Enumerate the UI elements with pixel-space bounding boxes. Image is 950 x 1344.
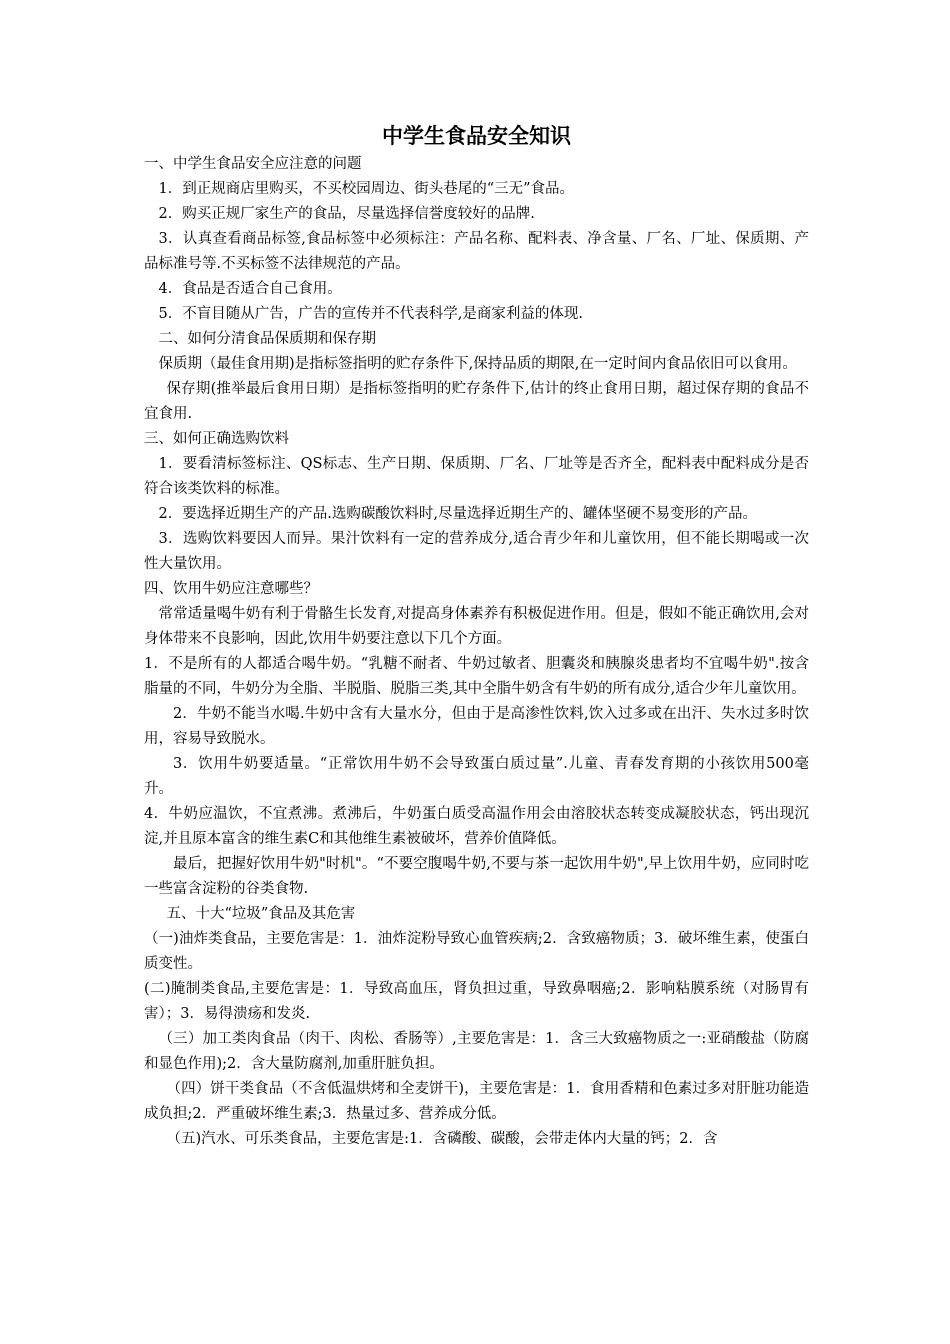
body-paragraph: 1．要看清标签标注、QS标志、生产日期、保质期、厂名、厂址等是否齐全，配料表中配料成分是否符合该类饮料的标准。 — [144, 456, 809, 497]
document-body — [144, 152, 809, 1152]
body-paragraph: 3．饮用牛奶要适量。“正常饮用牛奶不会导致蛋白质过量”.儿童、青春发育期的小孩饮用500毫升。 — [144, 756, 809, 797]
body-paragraph: 2．购买正规厂家生产的食品，尽量选择信誉度较好的品牌. — [158, 206, 535, 222]
body-paragraph: （一)油炸类食品，主要危害是：1．油炸淀粉导致心血管疾病;2．含致癌物质；3．破坏维生素，使蛋白质变性。 — [144, 931, 809, 972]
body-paragraph: 3．认真查看商品标签,食品标签中必须标注：产品名称、配料表、净含量、厂名、厂址、保质期、产品标准号等.不买标签不法律规范的产品。 — [144, 231, 809, 272]
body-paragraph: 五、十大“垃圾”食品及其危害 — [166, 906, 356, 922]
body-paragraph: （四）饼干类食品（不含低温烘烤和全麦饼干)，主要危害是：1．食用香精和色素过多对肝脏功能造成负担;2．严重破坏维生素;3．热量过多、营养成分低。 — [144, 1081, 809, 1122]
body-paragraph: 2．牛奶不能当水喝.牛奶中含有大量水分，但由于是高渗性饮料,饮入过多或在出汗、失水过多时饮用，容易导致脱水。 — [144, 706, 809, 747]
body-paragraph: 二、如何分清食品保质期和保存期 — [158, 331, 376, 347]
body-paragraph: 1．不是所有的人都适合喝牛奶。“乳糖不耐者、牛奶过敏者、胆囊炎和胰腺炎患者均不宜喝牛奶".按含脂量的不同，牛奶分为全脂、半脱脂、脱脂三类,其中全脂牛奶含有牛奶的所有成分,适合少年儿童饮用。 — [144, 656, 809, 697]
body-paragraph: (二)腌制类食品,主要危害是：1．导致高血压，肾负担过重，导致鼻咽癌;2．影响粘膜系统（对肠胃有害）；3．易得溃疡和发炎. — [144, 981, 809, 1022]
body-paragraph: 四、饮用牛奶应注意哪些？ — [144, 581, 318, 597]
document-page — [144, 120, 809, 1152]
body-paragraph: 3．选购饮料要因人而异。果汁饮料有一定的营养成分,适合青少年和儿童饮用，但不能长期喝或一次性大量饮用。 — [144, 531, 809, 572]
body-paragraph: 4．食品是否适合自己食用。 — [158, 281, 342, 297]
body-paragraph: 1．到正规商店里购买，不买校园周边、街头巷尾的“三无”食品。 — [158, 181, 575, 197]
body-paragraph: 常常适量喝牛奶有利于骨骼生长发育,对提高身体素养有积极促进作用。但是，假如不能正确饮用,会对身体带来不良影响，因此,饮用牛奶要注意以下几个方面。 — [144, 606, 809, 647]
body-paragraph: 5．不盲目随从广告，广告的宣传并不代表科学,是商家利益的体现. — [158, 306, 583, 322]
body-paragraph: 保质期（最佳食用期)是指标签指明的贮存条件下,保持品质的期限,在一定时间内食品依旧可以食用。 — [158, 356, 797, 372]
body-paragraph: （五)汽水、可乐类食品，主要危害是:1．含磷酸、碳酸，会带走体内大量的钙；2．含 — [166, 1131, 718, 1147]
body-paragraph: （三）加工类肉食品（肉干、肉松、香肠等）,主要危害是：1．含三大致癌物质之一:亚硝酸盐（防腐和显色作用);2．含大量防腐剂,加重肝脏负担。 — [144, 1031, 809, 1072]
document-title: 中学生食品安全知识 — [382, 124, 571, 148]
body-paragraph: 4．牛奶应温饮，不宜煮沸。煮沸后，牛奶蛋白质受高温作用会由溶胶状态转变成凝胶状态，钙出现沉淀,并且原本富含的维生素C和其他维生素被破坏，营养价值降低。 — [144, 806, 809, 847]
body-paragraph: 2．要选择近期生产的产品.选购碳酸饮料时,尽量选择近期生产的、罐体坚硬不易变形的产品。 — [158, 506, 757, 522]
body-paragraph: 最后，把握好饮用牛奶"时机"。“不要空腹喝牛奶,不要与茶一起饮用牛奶",早上饮用牛奶，应同时吃一些富含淀粉的谷类食物. — [144, 856, 809, 897]
body-paragraph: 三、如何正确选购饮料 — [144, 431, 289, 447]
body-paragraph: 保存期(推举最后食用日期）是指标签指明的贮存条件下,估计的终止食用日期，超过保存期的食品不宜食用. — [144, 381, 809, 422]
body-paragraph: 一、中学生食品安全应注意的问题 — [144, 156, 362, 172]
